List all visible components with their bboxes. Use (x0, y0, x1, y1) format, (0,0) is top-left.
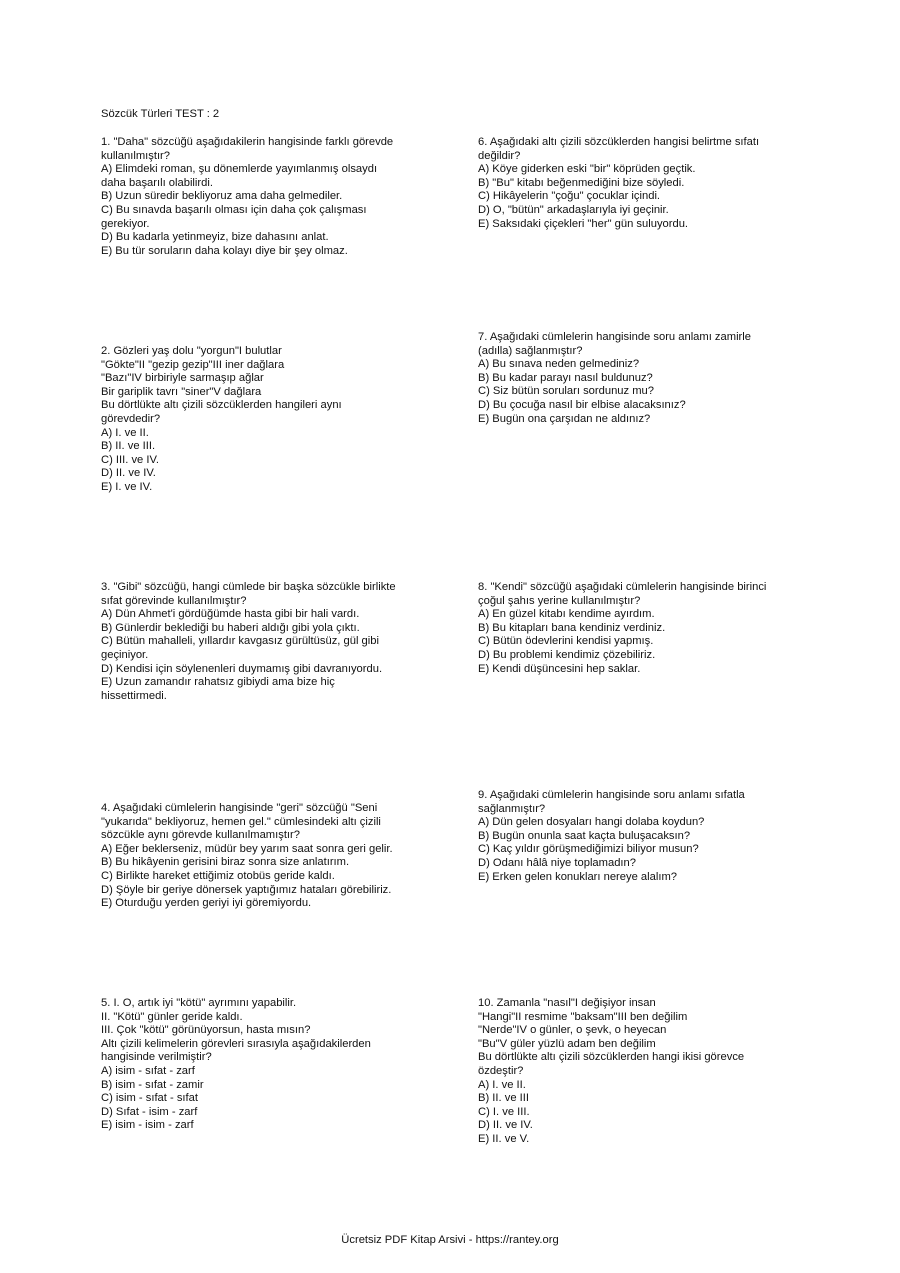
question-line: D) Bu çocuğa nasıl bir elbise alacaksınız? (478, 398, 686, 411)
question-line: özdeştir? (478, 1064, 524, 1077)
question-line: 6. Aşağıdaki altı çizili sözcüklerden hangisi belirtme sıfatı (478, 136, 760, 148)
question-line: C) III. ve IV. (101, 453, 160, 466)
question-line: görevdedir? (101, 412, 161, 425)
question-line: C) Bütün ödevlerini kendisi yapmış. (478, 635, 654, 648)
question-line: E) isim - isim - zarf (101, 1119, 194, 1132)
question-line: B) Bu kitapları bana kendiniz verdiniz. (478, 621, 666, 634)
question-line: C) Birlikte hareket ettiğimiz otobüs geride kaldı. (101, 869, 335, 882)
question-line: A) Dün Ahmet'i gördüğümde hasta gibi bir hali vardı. (101, 608, 360, 621)
question-line: 8. "Kendi" sözcüğü aşağıdaki cümlelerin hangisinde birinci (478, 581, 767, 593)
question-line: D) II. ve IV. (478, 1119, 533, 1132)
question-6 (478, 136, 808, 231)
question-line: 2. Gözleri yaş dolu "yorgun"I bulutlar (101, 345, 282, 357)
question-line: II. "Kötü" günler geride kaldı. (101, 1010, 243, 1023)
question-5 (101, 997, 431, 1133)
question-line: Bir gariplik tavrı "siner"V dağlara (101, 385, 262, 398)
question-line: B) Uzun süredir bekliyoruz ama daha gelmediler. (101, 190, 343, 203)
question-line: D) Bu kadarla yetinmeyiz, bize dahasını anlat. (101, 231, 329, 244)
question-line: E) Kendi düşüncesini hep saklar. (478, 662, 641, 675)
question-line: 4. Aşağıdaki cümlelerin hangisinde "geri" sözcüğü "Seni (101, 802, 378, 814)
question-line: B) "Bu" kitabı beğenmediğini bize söyledi. (478, 176, 685, 189)
question-line: B) II. ve III (478, 1092, 529, 1105)
question-line: C) isim - sıfat - sıfat (101, 1092, 198, 1105)
question-line: A) Elimdeki roman, şu dönemlerde yayımlanmış olsaydı (101, 163, 378, 176)
question-line: E) II. ve V. (478, 1132, 530, 1145)
question-line: "Hangi"II resmime "baksam"III ben değilim (478, 1010, 688, 1023)
question-line: "Gökte"II "gezip gezip"III iner dağlara (101, 358, 285, 371)
question-line: kullanılmıştır? (101, 149, 171, 162)
question-line: E) Bugün ona çarşıdan ne aldınız? (478, 412, 651, 425)
question-line: A) Eğer beklerseniz, müdür bey yarım saat sonra geri gelir. (101, 842, 393, 855)
question-3 (101, 581, 431, 703)
question-10 (478, 997, 808, 1147)
question-line: değildir? (478, 149, 521, 162)
question-line: Altı çizili kelimelerin görevleri sırasıyla aşağıdakilerden (101, 1037, 371, 1050)
footer-link[interactable]: Ücretsiz PDF Kitap Arsivi - https://rantey.org (341, 1234, 559, 1246)
question-line: C) Kaç yıldır görüşmediğimizi biliyor musun? (478, 843, 699, 856)
question-1 (101, 136, 431, 258)
test-title: Sözcük Türleri TEST : 2 (101, 108, 220, 120)
question-line: (adılla) sağlanmıştır? (478, 344, 583, 357)
question-line: 7. Aşağıdaki cümlelerin hangisinde soru anlamı zamirle (478, 331, 751, 343)
question-line: sağlanmıştır? (478, 802, 546, 815)
question-line: A) En güzel kitabı kendime ayırdım. (478, 608, 655, 621)
question-line: D) O, "bütün" arkadaşlarıyla iyi geçinir. (478, 203, 669, 216)
question-line: E) Saksıdaki çiçekleri "her" gün suluyordu. (478, 217, 689, 230)
question-line: B) II. ve III. (101, 440, 156, 453)
question-line: E) Bu tür soruların daha kolayı diye bir şey olmaz. (101, 244, 348, 257)
question-line: D) Bu problemi kendimiz çözebiliriz. (478, 648, 656, 661)
question-line: hissettirmedi. (101, 689, 167, 702)
question-line: sıfat görevinde kullanılmıştır? (101, 594, 247, 607)
question-line: A) I. ve II. (101, 426, 149, 439)
question-line: B) Günlerdir beklediği bu haberi aldığı gibi yola çıktı. (101, 621, 360, 634)
question-line: "Bu"V güler yüzlü adam ben değilim (478, 1037, 656, 1050)
question-line: "Nerde"IV o günler, o şevk, o heyecan (478, 1024, 667, 1037)
question-9 (478, 789, 808, 884)
question-line: çoğul şahıs yerine kullanılmıştır? (478, 594, 641, 607)
question-line: 3. "Gibi" sözcüğü, hangi cümlede bir başka sözcükle birlikte (101, 581, 396, 593)
question-line: A) Dün gelen dosyaları hangi dolaba koydun? (478, 816, 705, 829)
question-line: D) II. ve IV. (101, 467, 156, 480)
question-line: C) Siz bütün soruları sordunuz mu? (478, 385, 654, 398)
question-line: D) Kendisi için söylenenleri duymamış gibi davranıyordu. (101, 662, 383, 675)
question-line: D) Odanı hâlâ niye toplamadın? (478, 856, 636, 869)
question-line: A) I. ve II. (478, 1078, 526, 1091)
question-line: gerekiyor. (101, 217, 150, 230)
question-line: E) Erken gelen konukları nereye alalım? (478, 870, 677, 883)
question-line: III. Çok "kötü" görünüyorsun, hasta mısın? (101, 1024, 311, 1037)
question-line: C) Bu sınavda başarılı olması için daha çok çalışması (101, 203, 367, 216)
question-line: 10. Zamanla "nasıl"I değişiyor insan (478, 997, 656, 1009)
question-line: A) isim - sıfat - zarf (101, 1064, 195, 1077)
question-line: 1. "Daha" sözcüğü aşağıdakilerin hangisinde farklı görevde (101, 136, 394, 148)
question-line: E) Oturduğu yerden geriyi iyi göremiyordu. (101, 897, 312, 910)
question-line: B) isim - sıfat - zamir (101, 1078, 204, 1091)
question-line: "yukarıda" bekliyoruz, hemen gel." cümlesindeki altı çizili (101, 815, 381, 828)
question-line: Bu dörtlükte altı çizili sözcüklerden hangi ikisi görevce (478, 1051, 745, 1064)
question-line: hangisinde verilmiştir? (101, 1051, 212, 1064)
question-line: 9. Aşağıdaki cümlelerin hangisinde soru anlamı sıfatla (478, 789, 745, 801)
question-line: D) Şöyle bir geriye dönersek yaptığımız hataları görebiliriz. (101, 883, 392, 896)
question-line: B) Bu hikâyenin gerisini biraz sonra size anlatırım. (101, 856, 350, 869)
question-line: B) Bu kadar parayı nasıl buldunuz? (478, 371, 653, 384)
question-line: C) Hikâyelerin "çoğu" çocuklar içindi. (478, 190, 661, 203)
question-line: "Bazı"IV birbiriyle sarmaşıp ağlar (101, 372, 264, 385)
question-line: A) Bu sınava neden gelmediniz? (478, 358, 640, 371)
question-line: sözcükle aynı görevde kullanılmamıştır? (101, 829, 300, 842)
question-8 (478, 581, 808, 676)
question-2 (101, 345, 431, 495)
question-line: D) Sıfat - isim - zarf (101, 1105, 198, 1118)
question-line: A) Köye giderken eski "bir" köprüden geçtik. (478, 163, 696, 176)
question-line: B) Bugün onunla saat kaçta buluşacaksın? (478, 829, 691, 842)
question-line: Bu dörtlükte altı çizili sözcüklerden hangileri aynı (101, 399, 342, 412)
question-line: C) I. ve III. (478, 1105, 530, 1118)
question-line: C) Bütün mahalleli, yıllardır kavgasız gürültüsüz, gül gibi (101, 635, 379, 648)
question-line: E) Uzun zamandır rahatsız gibiydi ama bize hiç (101, 676, 335, 689)
question-line: 5. I. O, artık iyi "kötü" ayrımını yapabilir. (101, 997, 297, 1009)
question-line: geçiniyor. (101, 648, 149, 661)
question-line: daha başarılı olabilirdi. (101, 176, 213, 189)
question-line: E) I. ve IV. (101, 480, 153, 493)
question-7 (478, 331, 808, 426)
question-4 (101, 802, 431, 911)
